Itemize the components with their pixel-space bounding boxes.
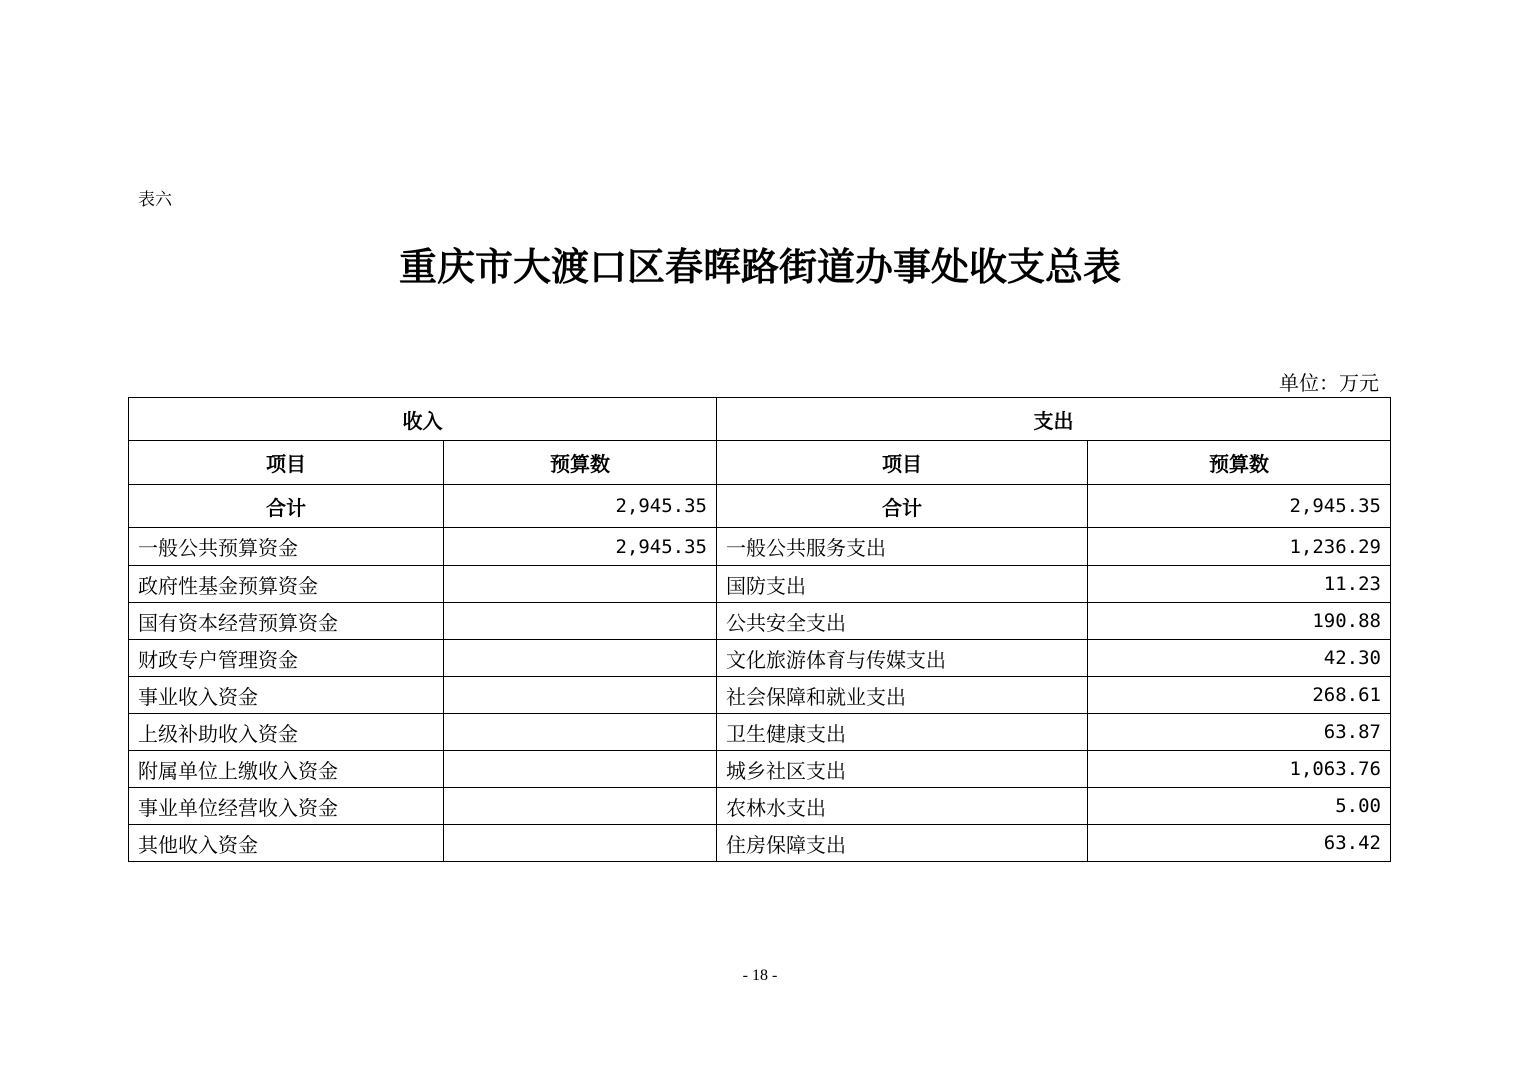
table-row bbox=[129, 825, 1391, 862]
expense-value-cell: 63.87 bbox=[1088, 714, 1391, 751]
expense-total-value: 2,945.35 bbox=[1088, 485, 1391, 528]
expense-value-cell: 11.23 bbox=[1088, 566, 1391, 603]
table-row bbox=[129, 566, 1391, 603]
income-value-cell bbox=[444, 640, 717, 677]
group-header-row bbox=[129, 398, 1391, 441]
table-row bbox=[129, 677, 1391, 714]
expense-item-cell: 公共安全支出 bbox=[717, 603, 1088, 640]
expense-item-header: 项目 bbox=[717, 441, 1088, 485]
income-value-cell bbox=[444, 751, 717, 788]
expense-item-cell: 城乡社区支出 bbox=[717, 751, 1088, 788]
table-row bbox=[129, 788, 1391, 825]
expense-value-cell: 63.42 bbox=[1088, 825, 1391, 862]
income-value-cell bbox=[444, 714, 717, 751]
expense-item-cell: 一般公共服务支出 bbox=[717, 528, 1088, 566]
expense-item-cell: 住房保障支出 bbox=[717, 825, 1088, 862]
income-value-cell bbox=[444, 603, 717, 640]
table-row bbox=[129, 751, 1391, 788]
expense-value-cell: 42.30 bbox=[1088, 640, 1391, 677]
expense-value-cell: 1,236.29 bbox=[1088, 528, 1391, 566]
expense-value-cell: 1,063.76 bbox=[1088, 751, 1391, 788]
income-item-cell: 附属单位上缴收入资金 bbox=[129, 751, 444, 788]
expense-value-cell: 190.88 bbox=[1088, 603, 1391, 640]
income-item-cell: 上级补助收入资金 bbox=[129, 714, 444, 751]
expense-item-cell: 社会保障和就业支出 bbox=[717, 677, 1088, 714]
expense-item-cell: 卫生健康支出 bbox=[717, 714, 1088, 751]
expense-item-cell: 农林水支出 bbox=[717, 788, 1088, 825]
page-number: - 18 - bbox=[742, 967, 778, 984]
income-item-cell: 财政专户管理资金 bbox=[129, 640, 444, 677]
expense-value-cell: 268.61 bbox=[1088, 677, 1391, 714]
income-item-cell: 事业收入资金 bbox=[129, 677, 444, 714]
income-expense-summary-table bbox=[128, 397, 1391, 862]
income-item-cell: 政府性基金预算资金 bbox=[129, 566, 444, 603]
income-item-cell: 事业单位经营收入资金 bbox=[129, 788, 444, 825]
total-row bbox=[129, 485, 1391, 528]
unit-note: 单位：万元 bbox=[1279, 371, 1379, 395]
income-value-cell bbox=[444, 566, 717, 603]
table-row bbox=[129, 528, 1391, 566]
page-title: 重庆市大渡口区春晖路街道办事处收支总表 bbox=[398, 245, 1121, 289]
table-number-label: 表六 bbox=[138, 190, 172, 210]
income-item-cell: 国有资本经营预算资金 bbox=[129, 603, 444, 640]
income-group-header: 收入 bbox=[129, 398, 717, 441]
column-header-row bbox=[129, 441, 1391, 485]
expense-value-cell: 5.00 bbox=[1088, 788, 1391, 825]
income-value-cell bbox=[444, 825, 717, 862]
table-row bbox=[129, 714, 1391, 751]
income-value-cell: 2,945.35 bbox=[444, 528, 717, 566]
income-item-header: 项目 bbox=[129, 441, 444, 485]
expense-item-cell: 国防支出 bbox=[717, 566, 1088, 603]
income-total-label: 合计 bbox=[129, 485, 444, 528]
income-item-cell: 一般公共预算资金 bbox=[129, 528, 444, 566]
expense-budget-header: 预算数 bbox=[1088, 441, 1391, 485]
income-item-cell: 其他收入资金 bbox=[129, 825, 444, 862]
income-total-value: 2,945.35 bbox=[444, 485, 717, 528]
income-value-cell bbox=[444, 677, 717, 714]
table-row bbox=[129, 603, 1391, 640]
income-value-cell bbox=[444, 788, 717, 825]
expense-item-cell: 文化旅游体育与传媒支出 bbox=[717, 640, 1088, 677]
income-budget-header: 预算数 bbox=[444, 441, 717, 485]
table-row bbox=[129, 640, 1391, 677]
expense-group-header: 支出 bbox=[717, 398, 1391, 441]
expense-total-label: 合计 bbox=[717, 485, 1088, 528]
